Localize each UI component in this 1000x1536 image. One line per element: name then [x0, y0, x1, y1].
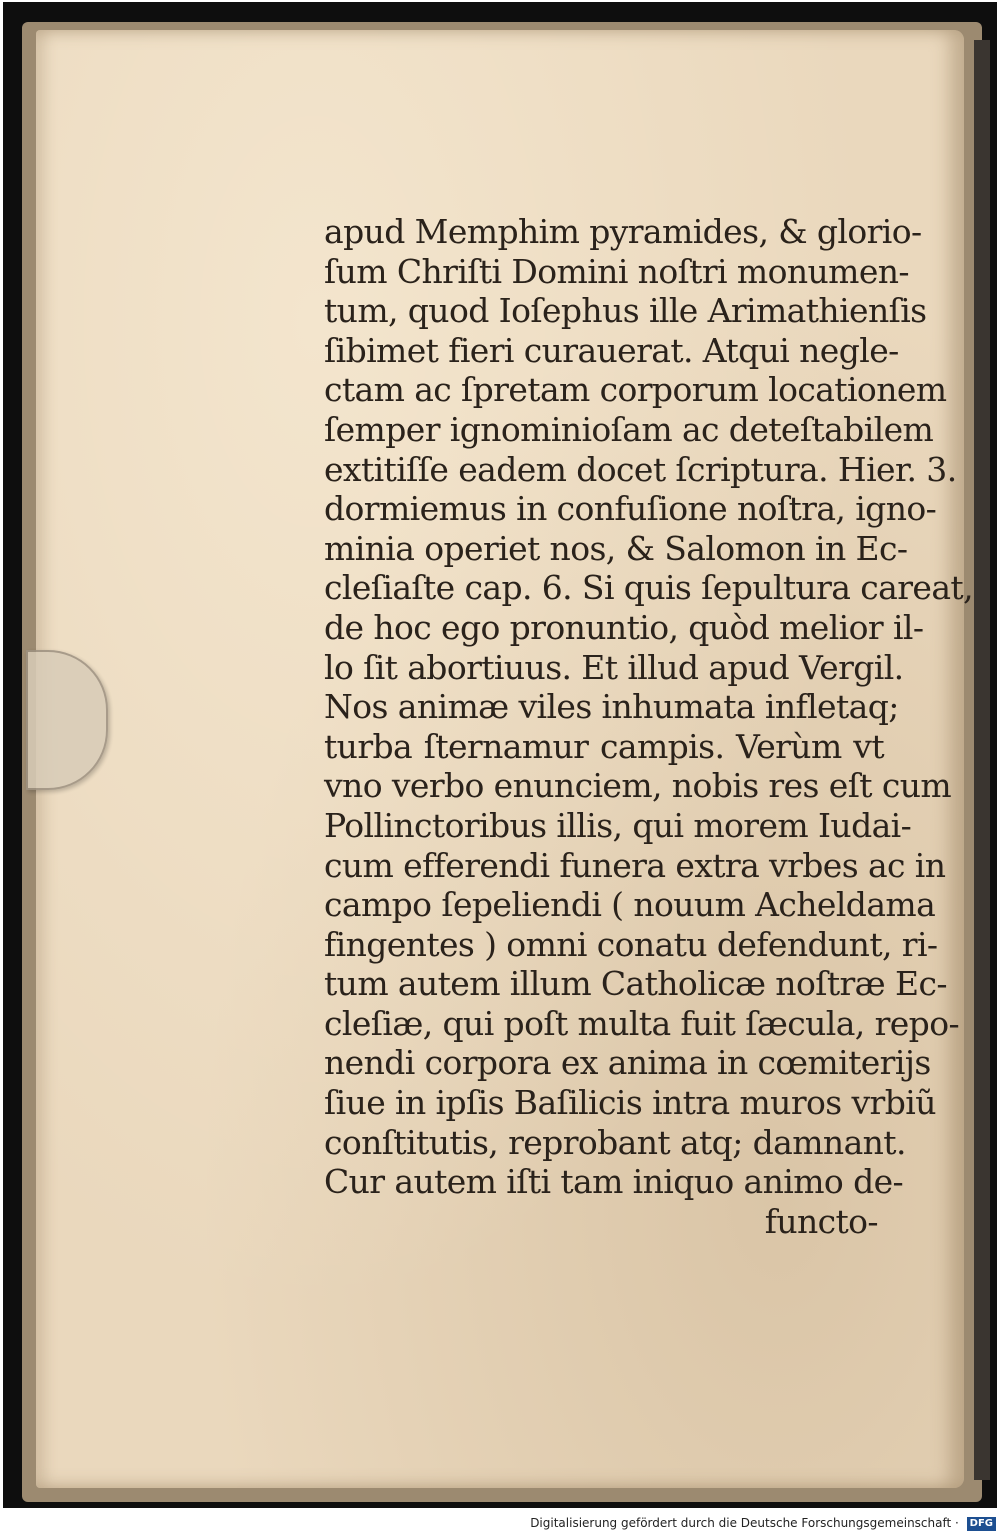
text-line: ctam ac ſpretam corporum locationem	[324, 370, 947, 410]
footer-credit: Digitalisierung gefördert durch die Deutsche Forschungsgemeinschaft ·	[530, 1516, 959, 1530]
book-spine-edge	[974, 40, 990, 1480]
text-line: ſemper ignominioſam ac deteſtabilem	[324, 409, 934, 449]
text-line: tum, quod Ioſephus ille Arimathienſis	[324, 291, 927, 331]
text-line: cleſiaſte cap. 6. Si quis ſepultura careat,	[324, 568, 973, 608]
text-line: turba ſternamur campis. Verùm vt	[324, 726, 884, 766]
text-line: lo ſit abortiuus. Et illud apud Vergil.	[324, 647, 904, 687]
text-line: Cur autem iſti tam iniquo animo de-	[324, 1162, 904, 1202]
text-line: nendi corpora ex anima in cœmiterijs	[324, 1043, 931, 1083]
text-line: Pollinctoribus illis, qui morem Iudai-	[324, 805, 912, 845]
page-text	[324, 212, 973, 1241]
text-line: de hoc ego pronuntio, quòd melior il-	[324, 607, 924, 647]
text-line: Nos animæ viles inhumata infletaq;	[324, 687, 899, 727]
dfg-logo-icon: DFG	[967, 1517, 996, 1531]
digitization-footer	[0, 1512, 996, 1534]
text-line: conſtitutis, reprobant atq; damnant.	[324, 1122, 906, 1162]
text-line: ſibimet fieri curauerat. Atqui negle-	[324, 330, 899, 370]
text-line: dormiemus in confuſione noſtra, igno-	[324, 489, 937, 529]
text-line: cum efferendi funera extra vrbes ac in	[324, 845, 946, 885]
text-line: fingentes ) omni conatu defendunt, ri-	[324, 924, 938, 964]
text-line: campo ſepeliendi ( nouum Acheldama	[324, 885, 936, 925]
text-line: ſum Chriſti Domini noſtri monumen-	[324, 251, 909, 291]
text-line: apud Memphim pyramides, & glorio-	[324, 212, 922, 251]
text-line: ſiue in ipſis Baſilicis intra muros vrbiũ	[324, 1083, 936, 1123]
text-line: tum autem illum Catholicæ noſtræ Ec-	[324, 964, 947, 1004]
text-line: vno verbo enunciem, nobis res eſt cum	[324, 766, 952, 806]
text-line: extitiſſe eadem docet ſcriptura. Hier. 3.	[324, 449, 957, 489]
text-line: minia operiet nos, & Salomon in Ec-	[324, 528, 908, 568]
catchword: functo-	[764, 1201, 878, 1241]
text-line: cleſiæ, qui poſt multa fuit ſæcula, repo-	[324, 1003, 960, 1043]
